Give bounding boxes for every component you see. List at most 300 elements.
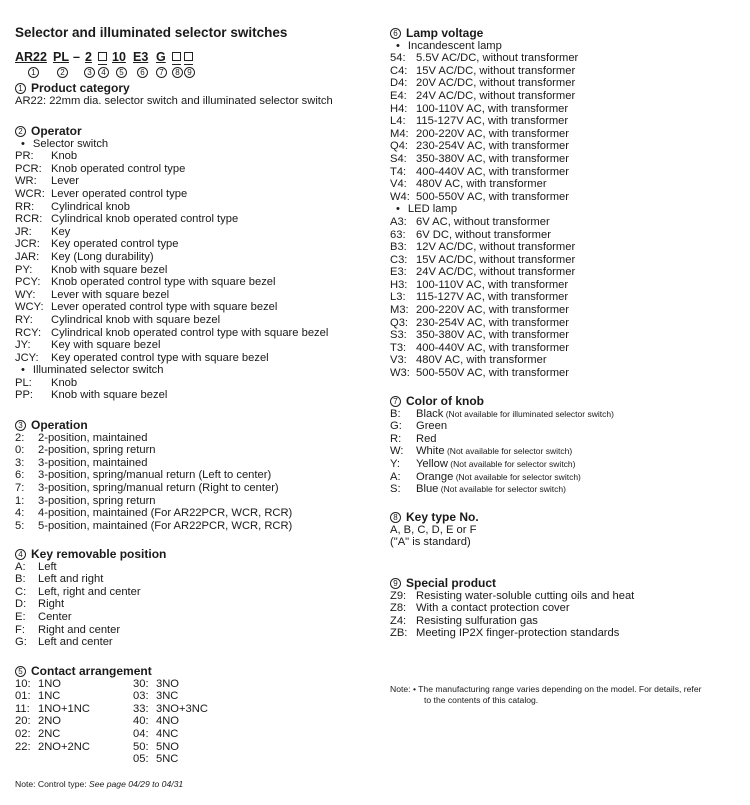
section-color-of-knob [390, 395, 614, 496]
list-item [390, 216, 578, 229]
list-item [390, 367, 578, 380]
item-code: 4: [15, 507, 25, 520]
list-item [390, 408, 614, 421]
list-item [15, 598, 166, 611]
item-description: 15V AC/DC, without transformer [416, 64, 576, 77]
item-code: T4: [390, 165, 407, 178]
item-description: 400-440V AC, with transformer [416, 341, 569, 354]
section-heading: 1 Product category [15, 82, 333, 95]
list-item [15, 432, 292, 445]
code-2: 2 [85, 50, 92, 64]
list-item [390, 241, 578, 254]
item-code: L4: [390, 115, 406, 128]
item-description: Knob operated control type with square bezel [51, 276, 276, 289]
list-item [390, 52, 578, 65]
item-code: 05: [133, 753, 149, 766]
list-item [15, 573, 166, 586]
list-item [133, 715, 208, 728]
item-description: 350-380V AC, with transformer [416, 329, 569, 342]
list-item [15, 561, 166, 574]
item-code: 04: [133, 727, 149, 740]
item-code: 40: [133, 715, 149, 728]
list-item [390, 329, 578, 342]
color-list [390, 408, 614, 496]
list-item [15, 150, 328, 163]
list-item [390, 103, 578, 116]
code-g: G [156, 50, 166, 64]
item-description: Left [38, 560, 57, 573]
item-description: 100-110V AC, with transformer [416, 102, 569, 115]
operator-list [15, 377, 328, 402]
item-description: 3-position, spring/manual return (Right to center) [38, 481, 279, 494]
item-description: Key with square bezel [51, 339, 161, 352]
item-code: M4: [390, 127, 409, 140]
list-item [15, 377, 328, 390]
item-code: 2: [15, 431, 25, 444]
item-code: 22: [15, 740, 31, 753]
list-item [390, 115, 578, 128]
item-code: PP: [15, 389, 34, 402]
item-description: White [416, 445, 445, 458]
section-special-product [390, 577, 634, 640]
item-code: 54: [390, 52, 406, 65]
list-item [390, 342, 578, 355]
code-ar22: AR22 [15, 50, 47, 64]
item-code: PCR: [15, 162, 42, 175]
item-code: V3: [390, 354, 407, 367]
item-code: RY: [15, 313, 33, 326]
item-code: G: [390, 420, 402, 433]
list-item [15, 289, 328, 302]
item-code: PY: [15, 263, 33, 276]
item-description: Green [416, 420, 448, 433]
list-item [390, 471, 614, 484]
item-code: JY: [15, 339, 31, 352]
code-box [172, 52, 181, 61]
code-box-underline [98, 64, 107, 65]
item-code: 11: [15, 702, 30, 715]
operator-subheading: • Selector switch [15, 138, 328, 151]
item-code: 1: [15, 494, 25, 507]
list-item [390, 445, 614, 458]
item-code: B: [390, 407, 401, 420]
item-code: A: [390, 470, 401, 483]
item-description: 230-254V AC, with transformer [416, 316, 569, 329]
list-item [15, 238, 328, 251]
note-manufacturing-range: Note: • The manufacturing range varies depending on the model. For details, refer to the contents of this catalog. [390, 684, 702, 705]
item-note: (Not available for selector switch) [444, 446, 573, 457]
item-description: Resisting water-soluble cutting oils and heat [416, 589, 635, 602]
list-item [15, 301, 328, 314]
item-code: C: [15, 585, 27, 598]
list-item [390, 317, 578, 330]
key-removable-list [15, 561, 166, 649]
item-code: PCY: [15, 276, 41, 289]
item-code: A3: [390, 215, 407, 228]
item-description: 24V AC/DC, without transformer [416, 266, 576, 279]
list-item [15, 339, 328, 352]
code-marker: 1 [28, 67, 39, 78]
list-item [15, 276, 328, 289]
item-code: E4: [390, 89, 407, 102]
item-description: Key operated control type with square bezel [51, 351, 269, 364]
item-description: 1NC [38, 690, 61, 703]
list-item [390, 602, 634, 615]
list-item [15, 251, 328, 264]
item-code: Z9: [390, 589, 407, 602]
list-item [15, 314, 328, 327]
list-item [390, 279, 578, 292]
item-description: 12V AC/DC, without transformer [416, 241, 576, 254]
section-number: 9 [390, 578, 401, 589]
item-description: 480V AC, with transformer [416, 178, 547, 191]
item-code: 10: [15, 677, 31, 690]
list-item [390, 433, 614, 446]
contact-list-left [15, 678, 90, 754]
item-code: H4: [390, 102, 408, 115]
item-description: 100-110V AC, with transformer [416, 278, 569, 291]
code-dash: – [73, 50, 80, 64]
list-item [15, 226, 328, 239]
item-description: 115-127V AC, with transformer [416, 115, 569, 128]
section-heading: 9 Special product [390, 577, 634, 590]
item-code: W3: [390, 367, 410, 380]
item-description: Cylindrical knob [51, 200, 130, 213]
item-description: Resisting sulfuration gas [416, 614, 538, 627]
list-item [390, 178, 578, 191]
list-item [15, 741, 90, 754]
item-code: Q3: [390, 316, 409, 329]
item-code: PL: [15, 376, 32, 389]
list-item [390, 254, 578, 267]
section-heading: 2 Operator [15, 125, 328, 138]
item-description: Yellow [416, 457, 448, 470]
list-item [15, 389, 328, 402]
item-code: JR: [15, 225, 32, 238]
list-item [15, 213, 328, 226]
item-description: 20V AC/DC, without transformer [416, 77, 576, 90]
item-description: Lever with square bezel [51, 288, 170, 301]
list-item [15, 586, 166, 599]
section-number: 3 [15, 420, 26, 431]
item-description: 3-position, spring return [38, 494, 156, 507]
list-item [390, 304, 578, 317]
list-item [133, 678, 208, 691]
item-code: ZB: [390, 627, 408, 640]
item-code: 63: [390, 228, 406, 241]
section-number: 2 [15, 126, 26, 137]
list-item [15, 327, 328, 340]
section-product-category [15, 82, 333, 107]
list-item [390, 627, 634, 640]
list-item [15, 636, 166, 649]
item-code: RCY: [15, 326, 42, 339]
item-description: 400-440V AC, with transformer [416, 165, 569, 178]
list-item [390, 65, 578, 78]
item-description: 4-position, maintained (For AR22PCR, WCR, RCR) [38, 507, 293, 520]
section-key-type [390, 511, 479, 549]
list-item [15, 507, 292, 520]
item-note: (Not available for selector switch) [447, 458, 576, 469]
item-description: Red [416, 432, 437, 445]
code-marker: 5 [116, 67, 127, 78]
item-code: S4: [390, 152, 407, 165]
list-item [390, 354, 578, 367]
item-description: 200-220V AC, with transformer [416, 304, 569, 317]
item-description: 5-position, maintained (For AR22PCR, WCR, RCR) [38, 519, 293, 532]
section-number: 6 [390, 28, 401, 39]
item-code: Q4: [390, 140, 409, 153]
item-description: Left and right [38, 573, 104, 586]
lamp-subheading: • Incandescent lamp [390, 40, 578, 53]
item-code: W4: [390, 190, 410, 203]
code-box-underline [184, 64, 193, 65]
item-code: H3: [390, 278, 408, 291]
section-number: 4 [15, 549, 26, 560]
item-description: Knob [51, 150, 78, 163]
item-description: 5NC [156, 753, 179, 766]
item-description: 24V AC/DC, without transformer [416, 89, 576, 102]
section-number: 8 [390, 512, 401, 523]
list-item [390, 615, 634, 628]
section-number: 7 [390, 396, 401, 407]
item-code: B: [15, 573, 26, 586]
item-description: 1NO+1NC [38, 702, 90, 715]
item-description: Black [416, 407, 444, 420]
item-note: (Not available for selector switch) [453, 471, 581, 482]
list-item [133, 741, 208, 754]
item-description: 480V AC, with transformer [416, 354, 547, 367]
item-description: Key (Long durability) [51, 250, 154, 263]
note-control-type: Note: Control type: See page 04/29 to 04/31 [15, 779, 184, 789]
item-description: 6V DC, without transformer [416, 228, 551, 241]
list-item [15, 457, 292, 470]
lamp-list [390, 216, 578, 380]
list-item [390, 128, 578, 141]
item-description: Knob operated control type [51, 162, 186, 175]
item-description: Left, right and center [38, 585, 141, 598]
item-description: 4NC [156, 727, 179, 740]
item-description: 5.5V AC/DC, without transformer [416, 52, 579, 65]
operation-list [15, 432, 292, 533]
code-e3: E3 [133, 50, 149, 64]
list-item [15, 163, 328, 176]
section-contact [15, 664, 208, 770]
item-description: Center [38, 610, 72, 623]
section-lamp-voltage [390, 27, 578, 380]
item-description: 2-position, maintained [38, 431, 148, 444]
item-code: B3: [390, 241, 407, 254]
code-marker: 4 [98, 67, 109, 78]
item-code: 0: [15, 444, 25, 457]
item-code: 01: [15, 690, 31, 703]
operator-list [15, 150, 328, 364]
item-code: JAR: [15, 250, 40, 263]
code-marker: 6 [137, 67, 148, 78]
list-item [390, 266, 578, 279]
section-heading: 3 Operation [15, 419, 292, 432]
item-code: E3: [390, 266, 407, 279]
code-10: 10 [112, 50, 126, 64]
section-heading: 7 Color of knob [390, 395, 614, 408]
list-item [390, 153, 578, 166]
special-list [390, 590, 634, 640]
item-code: WCR: [15, 187, 45, 200]
section-heading: 4 Key removable position [15, 548, 166, 561]
item-description: Cylindrical knob operated control type with square bezel [51, 326, 329, 339]
item-code: V4: [390, 178, 407, 191]
code-marker: 2 [57, 67, 68, 78]
code-pl: PL [53, 50, 69, 64]
list-item [15, 520, 292, 533]
item-description: 3-position, spring/manual return (Left to center) [38, 469, 272, 482]
item-description: 3NO+3NC [156, 702, 208, 715]
list-item [390, 191, 578, 204]
item-description: 2NC [38, 727, 61, 740]
item-code: D: [15, 598, 27, 611]
list-item [390, 229, 578, 242]
list-item [390, 291, 578, 304]
list-item [390, 90, 578, 103]
section-number: 5 [15, 666, 26, 677]
item-code: PR: [15, 150, 34, 163]
item-description: Lever operated control type with square bezel [51, 301, 278, 314]
item-description: 115-127V AC, with transformer [416, 291, 569, 304]
item-description: Cylindrical knob with square bezel [51, 313, 221, 326]
list-item [15, 690, 90, 703]
item-code: S: [390, 483, 401, 496]
item-note: (Not available for illuminated selector switch) [443, 408, 614, 419]
item-code: M3: [390, 304, 409, 317]
code-box [184, 52, 193, 61]
item-code: 6: [15, 469, 25, 482]
item-description: 6V AC, without transformer [416, 215, 550, 228]
item-description: Knob [51, 376, 78, 389]
item-code: 5: [15, 519, 25, 532]
list-item [390, 77, 578, 90]
item-description: 15V AC/DC, without transformer [416, 253, 576, 266]
section-heading: 8 Key type No. [390, 511, 479, 524]
item-code: C4: [390, 64, 408, 77]
item-code: 20: [15, 715, 31, 728]
list-item [390, 140, 578, 153]
list-item [15, 611, 166, 624]
operator-subheading: • Illuminated selector switch [15, 364, 328, 377]
item-code: 3: [15, 456, 25, 469]
item-code: A: [15, 560, 26, 573]
item-description: 3NO [156, 677, 180, 690]
code-box-underline [172, 64, 181, 65]
item-code: 50: [133, 740, 149, 753]
list-item [133, 703, 208, 716]
item-description: 2NO+2NC [38, 740, 90, 753]
key-type-line: A, B, C, D, E or F [390, 523, 477, 536]
item-code: 30: [133, 677, 149, 690]
item-code: W: [390, 445, 404, 458]
list-item [15, 703, 90, 716]
list-item [15, 352, 328, 365]
item-description: Cylindrical knob operated control type [51, 213, 239, 226]
item-description: 200-220V AC, with transformer [416, 127, 569, 140]
item-code: F: [15, 623, 25, 636]
list-item [15, 678, 90, 691]
code-marker: 3 [84, 67, 95, 78]
item-code: JCY: [15, 351, 39, 364]
item-code: RR: [15, 200, 35, 213]
item-description: Right [38, 598, 65, 611]
list-item [390, 483, 614, 496]
item-code: 02: [15, 727, 31, 740]
item-description: Key [51, 225, 71, 238]
section-key-removable [15, 548, 166, 649]
list-item [15, 264, 328, 277]
list-item [15, 482, 292, 495]
item-code: G: [15, 636, 27, 649]
item-description: Knob with square bezel [51, 389, 168, 402]
item-code: JCR: [15, 238, 40, 251]
item-description: 1NO [38, 677, 62, 690]
item-description: 500-550V AC, with transformer [416, 190, 569, 203]
contact-list-right [133, 678, 208, 766]
list-item [390, 590, 634, 603]
code-marker: 7 [156, 67, 167, 78]
item-description: Knob with square bezel [51, 263, 168, 276]
item-description: With a contact protection cover [416, 602, 570, 615]
product-category-text: AR22: 22mm dia. selector switch and illuminated selector switch [15, 94, 333, 107]
section-operator [15, 125, 328, 402]
list-item [15, 624, 166, 637]
item-description: 3NC [156, 690, 179, 703]
list-item [15, 728, 90, 741]
list-item [15, 188, 328, 201]
list-item [15, 444, 292, 457]
item-description: Key operated control type [51, 238, 179, 251]
item-description: Lever operated control type [51, 187, 188, 200]
list-item [390, 166, 578, 179]
list-item [133, 753, 208, 766]
item-note: (Not available for selector switch) [438, 484, 566, 495]
list-item [15, 715, 90, 728]
item-code: Y: [390, 457, 400, 470]
list-item [15, 469, 292, 482]
item-code: WY: [15, 288, 36, 301]
list-item [133, 690, 208, 703]
section-operation [15, 419, 292, 532]
item-description: 2-position, spring return [38, 444, 156, 457]
item-description: 500-550V AC, with transformer [416, 367, 569, 380]
list-item [390, 420, 614, 433]
item-code: WR: [15, 175, 37, 188]
item-code: L3: [390, 291, 406, 304]
section-number: 1 [15, 83, 26, 94]
code-marker: 8 [172, 67, 183, 78]
item-code: E: [15, 610, 26, 623]
item-description: Meeting IP2X finger-protection standards [416, 627, 620, 640]
item-description: 3-position, maintained [38, 456, 148, 469]
item-code: Z8: [390, 602, 407, 615]
item-code: 7: [15, 481, 25, 494]
item-code: RCR: [15, 213, 43, 226]
item-code: C3: [390, 253, 408, 266]
list-item [15, 201, 328, 214]
item-description: 230-254V AC, with transformer [416, 140, 569, 153]
item-description: Orange [416, 470, 454, 483]
item-code: D4: [390, 77, 408, 90]
item-description: Left and center [38, 636, 113, 649]
item-code: Z4: [390, 614, 407, 627]
item-description: 350-380V AC, with transformer [416, 152, 569, 165]
section-heading: 5 Contact arrangement [15, 665, 152, 678]
